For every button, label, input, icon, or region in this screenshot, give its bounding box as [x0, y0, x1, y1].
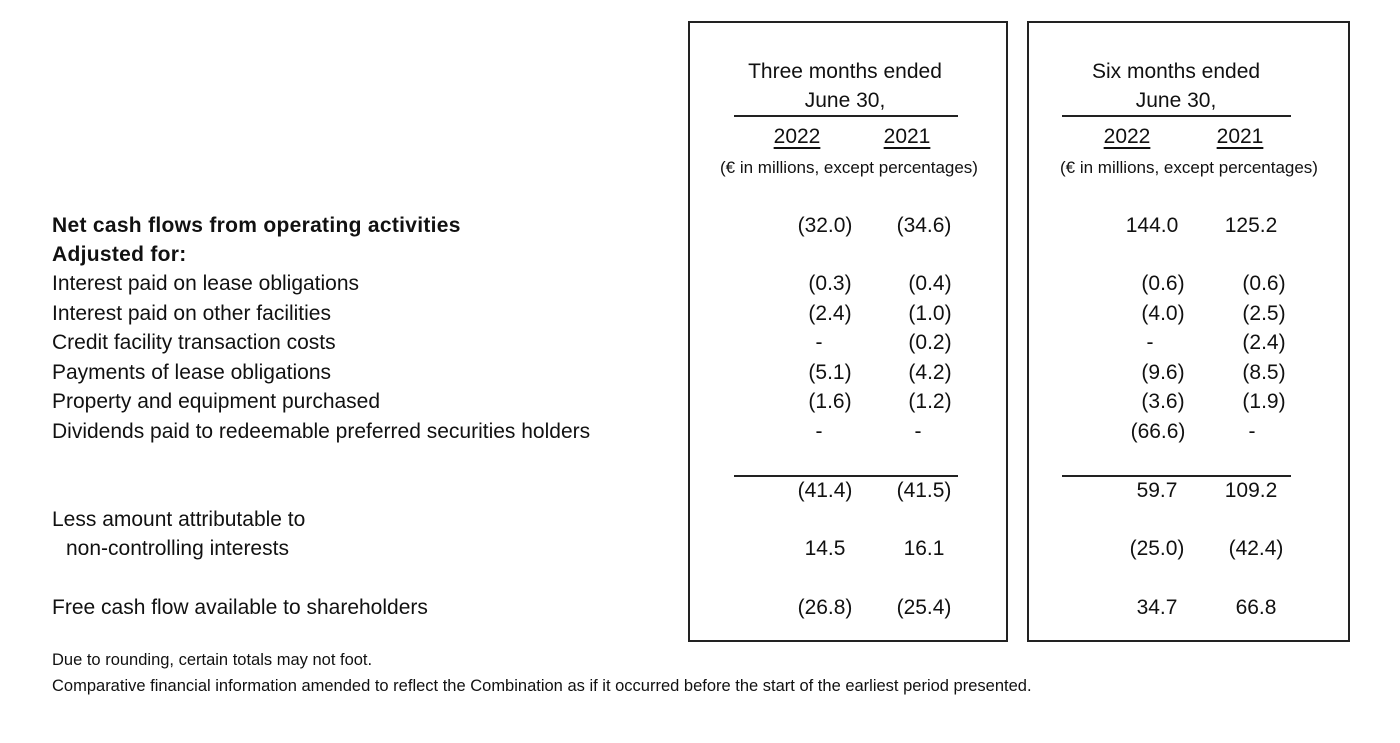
- cell-three-months-2022: (0.3): [808, 272, 852, 295]
- row-label: Payments of lease obligations: [52, 361, 331, 384]
- cell-six-months-2022: (9.6): [1141, 361, 1185, 384]
- nci-three-months-2022: 14.5: [804, 537, 846, 560]
- nci-six-months-2022: (25.0): [1129, 537, 1185, 560]
- cell-three-months-2021: (0.2): [908, 331, 952, 354]
- six-months-year-2021: 2021: [1216, 125, 1264, 148]
- fcf-three-months-2022: (26.8): [797, 596, 853, 619]
- cell-six-months-2021: (2.4): [1242, 331, 1286, 354]
- cell-six-months-2021: (2.5): [1242, 302, 1286, 325]
- row-label: Adjusted for:: [52, 243, 187, 266]
- cell-three-months-2022: (2.4): [808, 302, 852, 325]
- cell-six-months-2022: (3.6): [1141, 390, 1185, 413]
- cell-six-months-2021: 125.2: [1224, 214, 1278, 237]
- cell-six-months-2021: (1.9): [1242, 390, 1286, 413]
- cell-six-months-2022: (0.6): [1141, 272, 1185, 295]
- fcf-label: Free cash flow available to shareholders: [52, 596, 428, 619]
- fcf-row: [0, 595, 1400, 625]
- three-months-subtotal-rule: [734, 475, 958, 477]
- cell-three-months-2021: (1.0): [908, 302, 952, 325]
- row-label: Property and equipment purchased: [52, 390, 381, 413]
- fcf-six-months-2022: 34.7: [1136, 596, 1178, 619]
- cell-three-months-2021: (1.2): [908, 390, 952, 413]
- cell-three-months-2021: (34.6): [896, 214, 952, 237]
- subtotal-six-months-2021: 109.2: [1224, 479, 1278, 502]
- table-row: [0, 389, 1400, 419]
- cell-three-months-2022: (1.6): [808, 390, 852, 413]
- three-months-year-2022: 2022: [773, 125, 821, 148]
- cell-six-months-2022: -: [1146, 331, 1154, 354]
- cell-six-months-2021: (8.5): [1242, 361, 1286, 384]
- cell-six-months-2022: (66.6): [1130, 420, 1186, 443]
- nci-label-line1: Less amount attributable to: [52, 508, 306, 531]
- subtotal-three-months-2022: (41.4): [797, 479, 853, 502]
- table-row: [0, 271, 1400, 301]
- row-label: Interest paid on lease obligations: [52, 272, 360, 295]
- cell-three-months-2021: -: [914, 420, 922, 443]
- three-months-date: June 30,: [804, 89, 886, 112]
- cell-three-months-2022: (32.0): [797, 214, 853, 237]
- row-label: Net cash flows from operating activities: [52, 214, 461, 237]
- table-row: [0, 360, 1400, 390]
- row-label: Interest paid on other facilities: [52, 302, 331, 325]
- six-months-header-rule: [1062, 115, 1291, 117]
- cell-three-months-2022: -: [815, 420, 823, 443]
- row-label: Dividends paid to redeemable preferred securities holders: [52, 420, 591, 443]
- subtotal-six-months-2022: 59.7: [1136, 479, 1178, 502]
- footnote-rounding: Due to rounding, certain totals may not foot.: [52, 651, 373, 669]
- three-months-units: (€ in millions, except percentages): [720, 158, 978, 177]
- three-months-header-rule: [734, 115, 958, 117]
- three-months-heading: Three months ended: [748, 60, 942, 83]
- nci-three-months-2021: 16.1: [903, 537, 945, 560]
- subtotal-three-months-2021: (41.5): [896, 479, 952, 502]
- cell-six-months-2022: 144.0: [1125, 214, 1179, 237]
- cell-three-months-2022: (5.1): [808, 361, 852, 384]
- six-months-heading: Six months ended: [1091, 60, 1261, 83]
- six-months-units: (€ in millions, except percentages): [1060, 158, 1318, 177]
- six-months-subtotal-rule: [1062, 475, 1291, 477]
- table-row: [0, 419, 1400, 449]
- fcf-six-months-2021: 66.8: [1235, 596, 1277, 619]
- cell-three-months-2021: (4.2): [908, 361, 952, 384]
- six-months-date: June 30,: [1135, 89, 1217, 112]
- cell-six-months-2022: (4.0): [1141, 302, 1185, 325]
- row-label: Credit facility transaction costs: [52, 331, 336, 354]
- nci-six-months-2021: (42.4): [1228, 537, 1284, 560]
- nci-row: [0, 536, 1400, 566]
- footnote-comparative: Comparative financial information amended to reflect the Combination as if it occurred before the start of the earliest period presented.: [52, 677, 1032, 695]
- subtotal-row: [0, 478, 1400, 508]
- nci-label-line2: non-controlling interests: [66, 537, 289, 560]
- three-months-year-2021: 2021: [883, 125, 931, 148]
- cell-three-months-2021: (0.4): [908, 272, 952, 295]
- table-row: [0, 301, 1400, 331]
- fcf-three-months-2021: (25.4): [896, 596, 952, 619]
- cell-three-months-2022: -: [815, 331, 823, 354]
- six-months-year-2022: 2022: [1103, 125, 1151, 148]
- table-row: [0, 213, 1400, 243]
- table-row: [0, 330, 1400, 360]
- cell-six-months-2021: (0.6): [1242, 272, 1286, 295]
- cell-six-months-2021: -: [1248, 420, 1256, 443]
- table-row: [0, 242, 1400, 272]
